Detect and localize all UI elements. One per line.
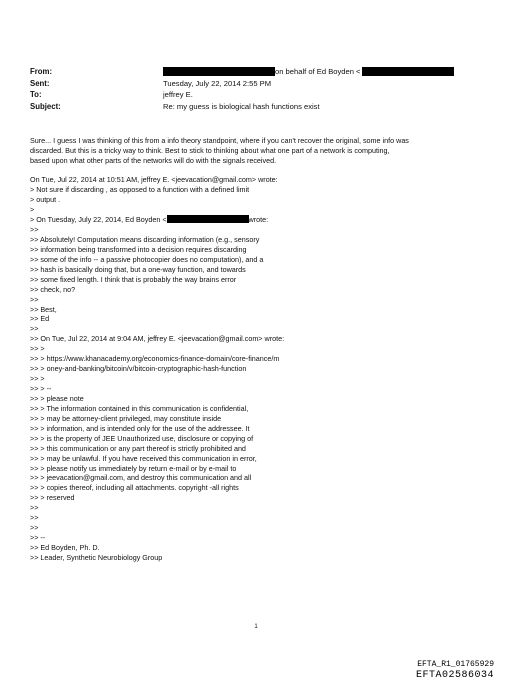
from-label: From: [30,67,53,76]
quoted-line: >> > is the property of JEE Unauthorized use, disclosure or copying of [30,433,254,443]
quoted-line: >> Absolutely! Computation means discarding information (e.g., sensory [30,234,260,244]
quoted-line: >> information being transformed into a decision requires discarding [30,244,247,254]
quoted-line: >> hash is basically doing that, but a one-way function, and towards [30,264,246,274]
quoted-line: >> > oney-and-banking/bitcoin/v/bitcoin-cryptographic-hash-function [30,364,247,374]
quoted-line: >> Ed Boyden, Ph. D. [30,543,100,552]
quoted-line: >> > [30,374,45,384]
quoted-line: >> check, no? [30,284,76,294]
body-line: based upon what other parts of the networks will do with the signals received. [30,155,277,165]
redaction-box [163,67,275,76]
quoted-line: >> [30,503,39,513]
quoted-line: >> some of the info -- a passive photocopier does no computation), and a [30,254,264,264]
quoted-boyden-suffix: wrote: [248,215,269,225]
body-line: discarded. But this is a tricky way to think. Best to stick to thinking about what one part of a network is computing, [30,145,390,155]
bates-footer [416,660,494,682]
sent-value: Tuesday, July 22, 2014 2:55 PM [163,78,272,88]
quoted-line: >> > information, and is intended only for the use of the addressee. It [30,423,250,433]
quoted-line: >> [30,513,39,523]
reply-paragraph [30,136,492,166]
redaction-box [362,67,454,76]
quoted-line: >> > jeevacation@gmail.com, and destroy this communication and all [30,473,252,483]
quoted-line: >> > https://www.khanacademy.org/economics-finance-domain/core-finance/m [30,354,280,364]
bates-id-1: EFTA_R1_01765929 [417,660,494,669]
quoted-boyden-prefix: > On Tuesday, July 22, 2014, Ed Boyden < [30,215,167,225]
email-body [30,136,492,563]
quoted-line: >> > The information contained in this communication is confidential, [30,403,249,413]
redaction-box [167,215,249,223]
page-number: 1 [254,624,258,630]
quoted-line: >> > please notify us immediately by return e-mail or by e-mail to [30,463,237,473]
email-header [30,66,490,112]
quoted-line: >> > -- [30,384,52,393]
quoted-line: > output . [30,195,61,205]
quoted-line: >> > may be attorney-client privileged, may constitute inside [30,413,222,423]
bates-id-2: EFTA02586034 [415,670,494,681]
quoted-boyden-line [30,215,492,225]
body-line: Sure... I guess I was thinking of this from a info theory standpoint, where if you can't recover the original, some info was [30,136,409,145]
to-row [30,89,490,101]
quoted-line: >> [30,324,39,334]
quoted-line: >> > copies thereof, including all attachments. copyright -all rights [30,483,239,493]
to-value: jeffrey E. [163,90,193,99]
quoted-line: >> > reserved [30,493,75,503]
quoted-line: > [30,205,35,215]
sent-label: Sent: [30,78,50,88]
quoted-line: >> > [30,344,45,354]
from-on-behalf-text: on behalf of Ed Boyden < [275,67,361,76]
quoted-line: >> > may be unlawful. If you have received this communication in error, [30,453,257,463]
quoted-line: >> [30,225,39,234]
quoted-line: >> [30,294,39,304]
quoted-line: >> [30,523,39,533]
quoted-line: >> > this communication or any part thereof is strictly prohibited and [30,443,246,453]
quoted-line: >> some fixed length. I think that is probably the way brains error [30,274,237,284]
from-row [30,66,490,78]
quoted-line: > Not sure if discarding , as opposed to a function with a defined limit [30,185,250,195]
quoted-thread [30,175,492,563]
quoted-block [30,225,492,563]
subject-value: Re: my guess is biological hash functions exist [163,101,320,111]
quoted-line: >> Ed [30,314,50,324]
to-label: To: [30,90,42,99]
quoted-line: >> Best, [30,304,57,314]
quoted-line: >> Leader, Synthetic Neurobiology Group [30,552,163,562]
quoted-line: >> On Tue, Jul 22, 2014 at 9:04 AM, jeffrey E. <jeevacation@gmail.com> wrote: [30,334,285,344]
subject-label: Subject: [30,101,61,111]
from-value [163,66,454,78]
subject-row [30,101,490,113]
quoted-line: >> > please note [30,393,84,403]
quoted-line: >> -- [30,533,46,543]
sent-row [30,78,490,90]
quoted-intro: On Tue, Jul 22, 2014 at 10:51 AM, jeffrey E. <jeevacation@gmail.com> wrote: [30,175,278,185]
